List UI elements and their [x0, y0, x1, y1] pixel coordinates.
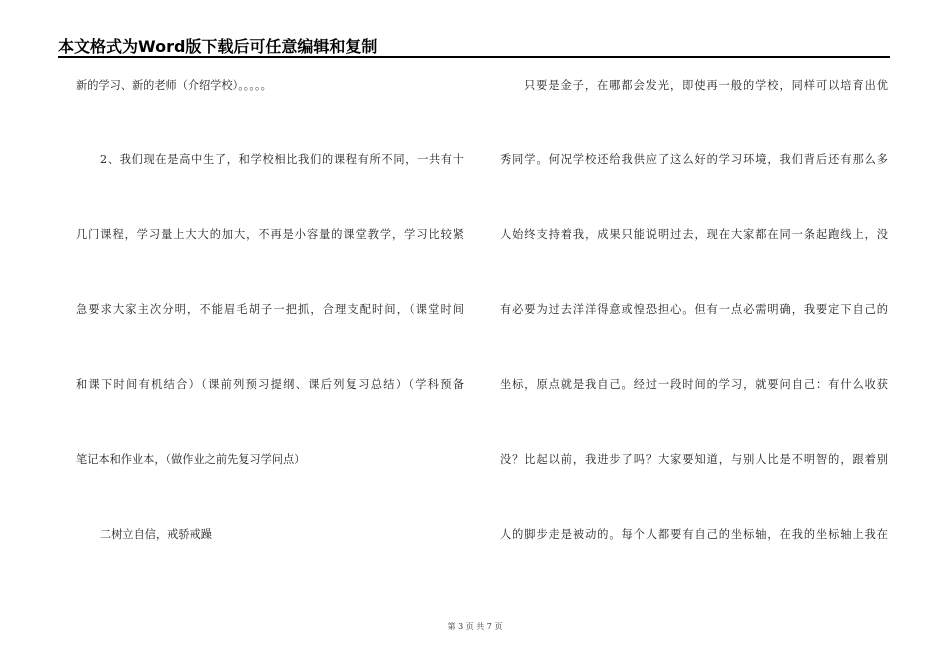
document-header-title: 本文格式为Word版下载后可任意编辑和复制 [58, 37, 378, 56]
text-line: 2、我们现在是高中生了，和学校相比我们的课程有所不同，一共有十 [100, 153, 464, 166]
page-number-indicator: 第 3 页 共 7 页 [447, 622, 503, 631]
header-divider [58, 56, 890, 58]
text-line: 人的脚步走是被动的。每个人都要有自己的坐标轴，在我的坐标轴上我在 [500, 528, 888, 541]
text-line: 和课下时间有机结合）（课前列预习提纲、课后列复习总结）（学科预备 [76, 378, 464, 391]
text-line: 有必要为过去洋洋得意或惶恐担心。但有一点必需明确，我要定下自己的 [500, 303, 888, 316]
text-line: 新的学习、新的老师（介绍学校）。。。。。 [76, 79, 272, 92]
text-line: 人始终支持着我，成果只能说明过去，现在大家都在同一条起跑线上，没 [500, 228, 888, 241]
text-line: 秀同学。何况学校还给我供应了这么好的学习环境，我们背后还有那么多 [500, 153, 888, 166]
text-line: 没？比起以前，我进步了吗？大家要知道，与别人比是不明智的，跟着别 [500, 453, 888, 466]
text-line: 只要是金子，在哪都会发光，即使再一般的学校，同样可以培育出优 [524, 79, 888, 92]
text-line: 急要求大家主次分明，不能眉毛胡子一把抓，合理支配时间，（课堂时间 [76, 303, 464, 316]
section-heading: 二树立自信，戒骄戒躁 [100, 528, 212, 541]
text-line: 几门课程，学习量上大大的加大，不再是小容量的课堂教学，学习比较紧 [76, 228, 464, 241]
text-line: 坐标，原点就是我自己。经过一段时间的学习，就要问自己：有什么收获 [500, 378, 888, 391]
text-line: 笔记本和作业本，（做作业之前先复习学问点） [76, 453, 306, 466]
